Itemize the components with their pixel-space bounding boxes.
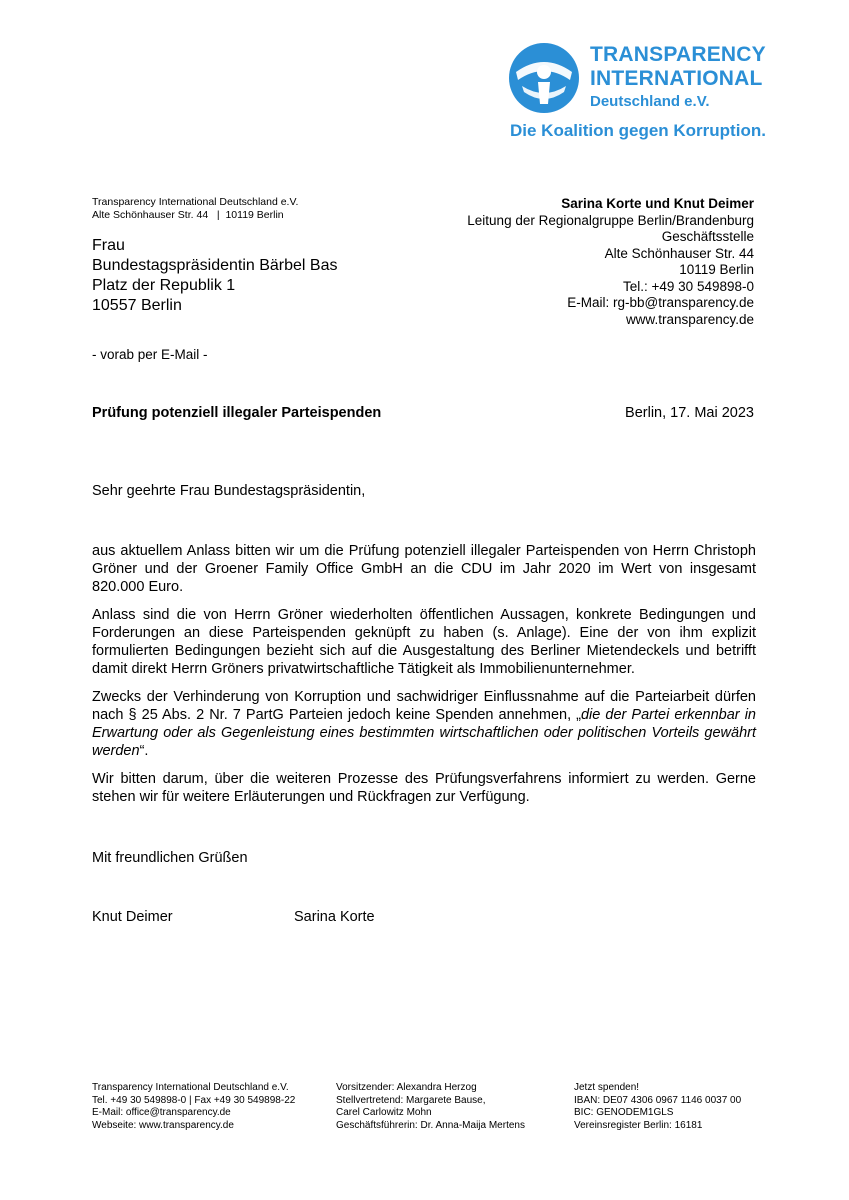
body-paragraph-1: aus aktuellem Anlass bitten wir um die Prüfung potenziell illegaler Parteispenden von Herrn Christoph Gröner und der Groener Family Office GmbH an die CDU im Jahr 2020 im Wert von insgesamt 820.000 Euro. <box>92 543 756 595</box>
contact-office: Geschäftsstelle <box>661 229 754 244</box>
footer-org-name: Transparency International Deutschland e.V. <box>92 1082 289 1093</box>
recipient-name: Bundestagspräsidentin Bärbel Bas <box>92 257 338 274</box>
paragraph-3-quote: die der Partei erkennbar in Erwartung oder als Gegenleistung eines bestimmten wirtschaftlichen oder politischen Vorteils gewährt werden <box>92 707 756 759</box>
contact-name: Sarina Korte und Knut Deimer <box>561 196 754 211</box>
footer-email[interactable]: E-Mail: office@transparency.de <box>92 1107 231 1118</box>
contact-role: Leitung der Regionalgruppe Berlin/Brandenburg <box>467 212 754 228</box>
footer-deputy-2: Carel Carlowitz Mohn <box>336 1107 432 1118</box>
recipient-address <box>92 236 338 316</box>
footer-phone-fax: Tel. +49 30 549898-0 | Fax +49 30 549898-22 <box>92 1094 296 1106</box>
recipient-city: 10557 Berlin <box>92 297 182 314</box>
logo-tagline: Die Koalition gegen Korruption. <box>510 121 766 140</box>
footer-donation-column <box>574 1082 741 1132</box>
body-paragraph-4: Wir bitten darum, über die weiteren Prozesse des Prüfungsverfahrens informiert zu werden. Gerne stehen wir für weitere Erläuterungen und Rückfragen zur Verfügung. <box>92 771 756 805</box>
sender-return-address <box>92 196 298 222</box>
footer-board-column <box>336 1082 525 1132</box>
delivery-note: - vorab per E-Mail - <box>92 347 208 362</box>
letter-date: Berlin, 17. Mai 2023 <box>625 405 754 421</box>
contact-email[interactable]: E-Mail: rg-bb@transparency.de <box>567 295 754 310</box>
footer-iban: IBAN: DE07 4306 0967 1146 0037 00 <box>574 1094 742 1106</box>
sender-line-2: Alte Schönhauser Str. 44 | 10119 Berlin <box>92 209 284 221</box>
logo-text-transparency: TRANSPARENCY <box>590 43 766 66</box>
body-paragraph-3 <box>92 688 756 760</box>
contact-website[interactable]: www.transparency.de <box>625 311 754 327</box>
recipient-salutation: Frau <box>92 237 125 254</box>
footer-deputy-1: Stellvertretend: Margarete Bause, <box>336 1094 486 1106</box>
paragraph-3-intro: Zwecks der Verhinderung von Korruption und sachwidriger Einflussnahme auf die Parteiarbeit dürfen nach § 25 Abs. 2 Nr. 7 PartG Parteien jedoch keine Spenden annehmen, „ <box>92 689 756 723</box>
footer-managing-director: Geschäftsführerin: Dr. Anna-Maija Mertens <box>336 1119 525 1131</box>
signature-sarina-korte: Sarina Korte <box>294 909 375 925</box>
letter-body <box>92 542 756 816</box>
signature-knut-deimer: Knut Deimer <box>92 909 173 925</box>
contact-block <box>467 196 754 328</box>
letter-subject: Prüfung potenziell illegaler Parteispenden <box>92 405 382 421</box>
footer-donate-now: Jetzt spenden! <box>574 1082 640 1093</box>
footer-register: Vereinsregister Berlin: 16181 <box>574 1119 703 1131</box>
footer-bic: BIC: GENODEM1GLS <box>574 1107 674 1118</box>
letter-closing: Mit freundlichen Grüßen <box>92 850 248 866</box>
contact-phone: Tel.: +49 30 549898-0 <box>623 278 754 294</box>
paragraph-3-end: “. <box>139 743 149 759</box>
transparency-logo <box>508 42 768 144</box>
letter-salutation: Sehr geehrte Frau Bundestagspräsidentin, <box>92 483 366 499</box>
logo-mark-icon <box>508 42 580 114</box>
contact-street: Alte Schönhauser Str. 44 <box>604 245 754 261</box>
footer-website[interactable]: Webseite: www.transparency.de <box>92 1119 234 1131</box>
footer-chair: Vorsitzender: Alexandra Herzog <box>336 1082 477 1093</box>
body-paragraph-2: Anlass sind die von Herrn Gröner wiederholten öffentlichen Aussagen, konkrete Bedingungen und Forderungen an diese Parteispenden geknüpft zu haben (s. Anlage). Eine der von ihm explizit formulierten Bedingungen bezieht sich auf die Ausgestaltung des Berliner Mietendeckels und betrifft damit direkt Herrn Gröners privatwirtschaftliche Tätigkeit als Immobilienunternehmer. <box>92 607 756 677</box>
recipient-street: Platz der Republik 1 <box>92 277 236 294</box>
logo-text-deutschland: Deutschland e.V. <box>590 93 710 110</box>
logo-text-international: INTERNATIONAL <box>590 67 763 90</box>
footer-organization-column <box>92 1082 295 1132</box>
contact-city: 10119 Berlin <box>679 262 754 277</box>
sender-line-1: Transparency International Deutschland e.V. <box>92 196 299 208</box>
